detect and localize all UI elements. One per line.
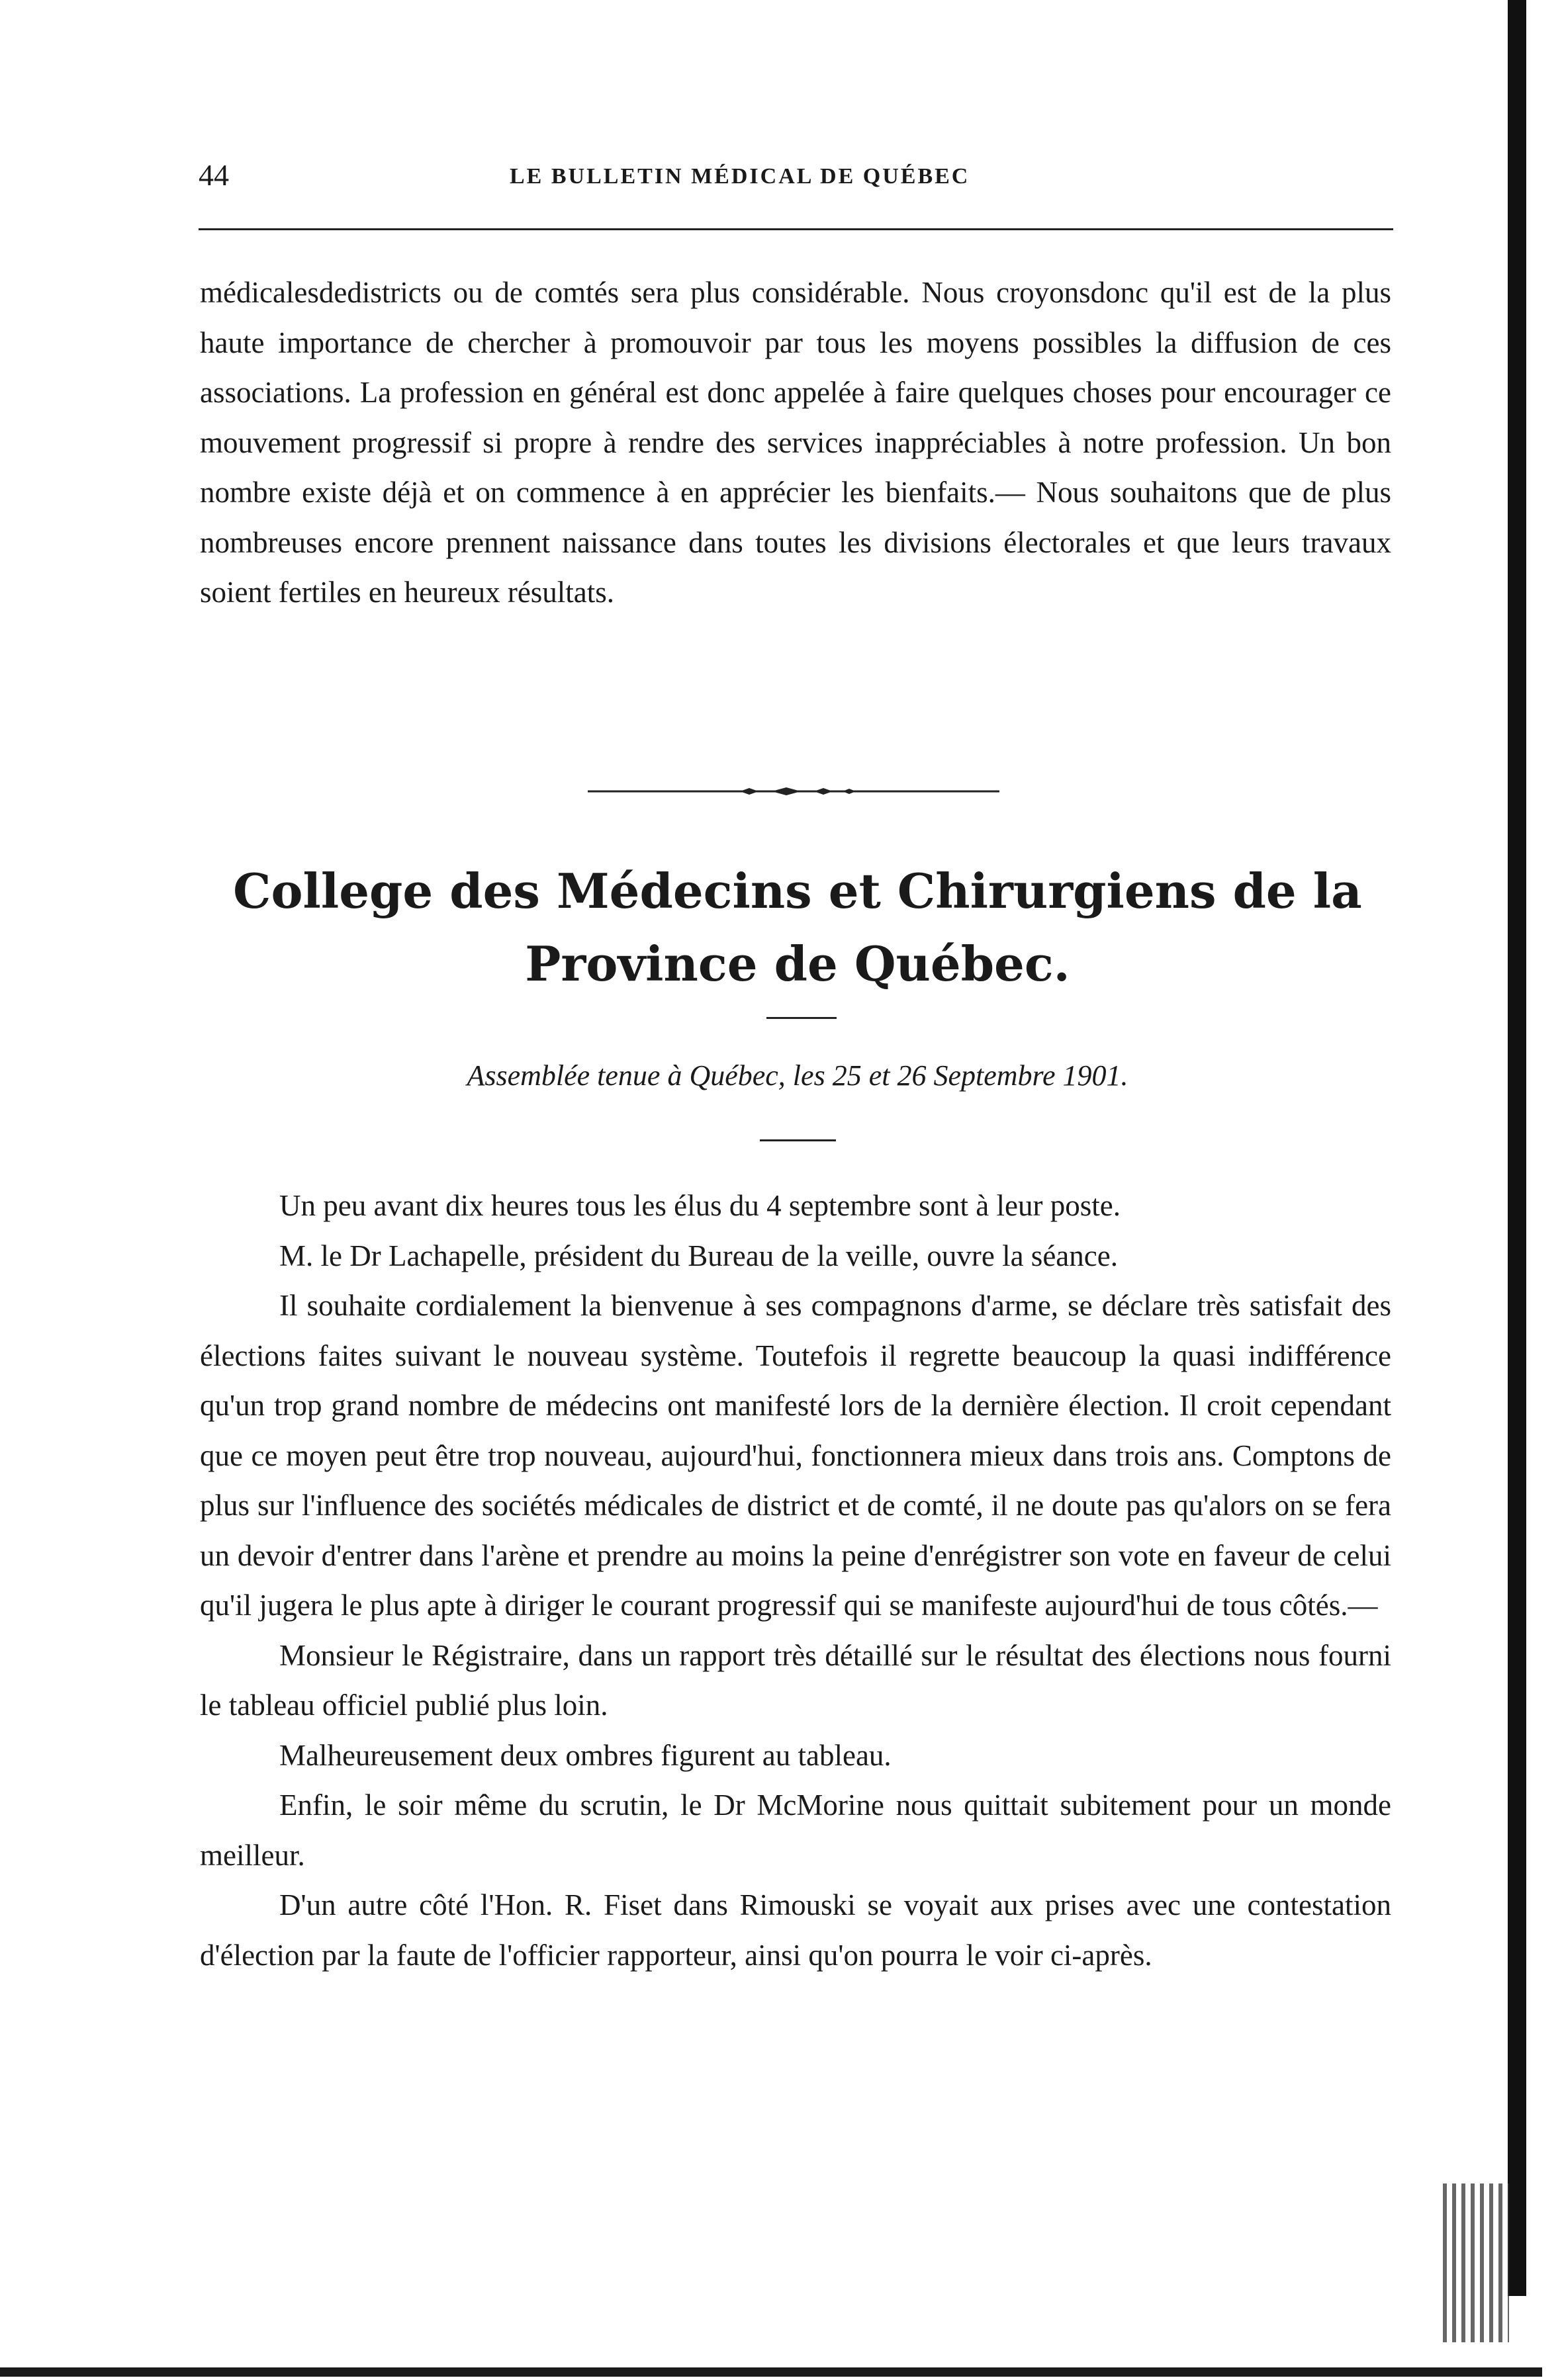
scan-edge-bar — [1508, 0, 1526, 2296]
title-rule — [766, 1017, 837, 1019]
section-title-line2: Province de Québec. — [525, 936, 1070, 992]
section-title — [199, 855, 1397, 1000]
meeting-subtitle: Assemblée tenue à Québec, les 25 et 26 Septembre 1901. — [467, 1059, 1128, 1092]
body-paragraph: Un peu avant dix heures tous les élus du 4 septembre sont à leur poste. — [279, 1189, 1121, 1222]
intro-paragraph: médicalesdedistricts ou de comtés sera plus considérable. Nous croyonsdonc qu'il est de la plus haute importance de chercher à promouvoir par tous les moyens possibles la diffusion de ces associations. La profession en général est donc appelée à faire quelques choses pour encourager ce mouvement progressif si propre à rendre des services inappréciables à notre profession. Un bon nombre existe déjà et on commence à en apprécier les bienfaits.— Nous souhaitons que de plus nombreuses encore prennent naissance dans toutes les divisions électorales et que leurs travaux soient fertiles en heureux résultats. — [200, 276, 1391, 609]
header-rule — [199, 228, 1393, 230]
body-paragraph: Il souhaite cordialement la bienvenue à ses compagnons d'arme, se déclare très satisfait des élections faites suivant le nouveau système. Toutefois il regrette beaucoup la quasi indifférence qu'un trop grand nombre de médecins ont manifesté lors de la dernière élection. Il croit cependant que ce moyen peut être trop nouveau, aujourd'hui, fonctionnera mieux dans trois ans. Comptons de plus sur l'influence des sociétés médicales de district et de comté, il ne doute pas qu'alors on se fera un devoir d'entrer dans l'arène et prendre au moins la peine d'enrégistrer son vote en faveur de celui qu'il jugera le plus apte à diriger le courant progressif qui se manifeste aujourd'hui de tous côtés.— — [200, 1289, 1391, 1622]
body-paragraph: Malheureusement deux ombres figurent au tableau. — [279, 1738, 892, 1772]
page-header — [199, 157, 1393, 197]
subtitle-rule — [760, 1139, 836, 1141]
scan-edge-artifact — [1443, 2183, 1509, 2342]
minutes-body — [200, 1181, 1391, 1980]
body-paragraph: M. le Dr Lachapelle, président du Bureau de la veille, ouvre la séance. — [279, 1239, 1118, 1272]
body-paragraph: D'un autre côté l'Hon. R. Fiset dans Rimouski se voyait aux prises avec une contestation d'élection par la faute de l'officier rapporteur, ainsi qu'on pourra le voir ci-après. — [200, 1888, 1391, 1972]
page-number: 44 — [199, 158, 229, 192]
body-paragraph: Monsieur le Régistraire, dans un rapport très détaillé sur le résultat des élections nous fourni le tableau officiel publié plus loin. — [200, 1638, 1391, 1722]
scan-bottom-bar — [0, 2367, 1542, 2377]
body-paragraph: Enfin, le soir même du scrutin, le Dr McMorine nous quittait subitement pour un monde meilleur. — [200, 1788, 1391, 1872]
running-title: LE BULLETIN MÉDICAL DE QUÉBEC — [510, 164, 970, 189]
ornament-divider — [588, 787, 999, 795]
section-title-line1: College des Médecins et Chirurgiens de la — [233, 863, 1362, 919]
